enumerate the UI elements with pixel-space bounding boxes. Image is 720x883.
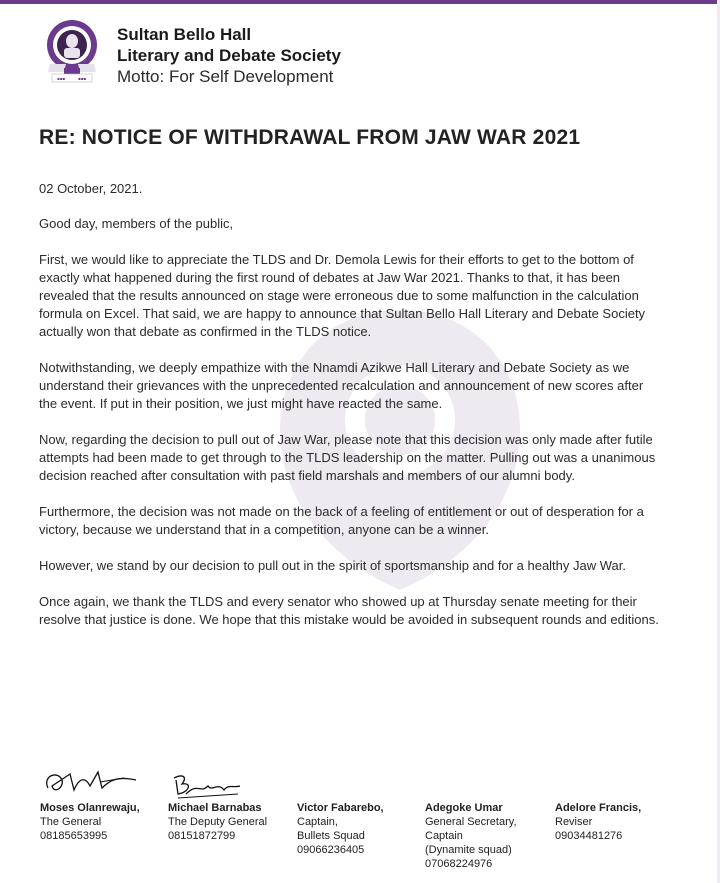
notice-date: 02 October, 2021.: [39, 181, 143, 196]
signatory-phone: 09066236405: [297, 844, 365, 856]
signatory-name: Moses Olanrewaju,: [40, 802, 140, 814]
notice-body: [39, 180, 664, 647]
signatory-1: [40, 801, 140, 843]
society-crest-icon: [40, 18, 104, 84]
organization-block: [117, 24, 341, 87]
svg-text:▪▪▪: ▪▪▪: [78, 76, 87, 81]
signatory-role: Captain,: [297, 816, 338, 828]
org-name-line1: Sultan Bello Hall: [117, 25, 252, 44]
paragraph-3: Now, regarding the decision to pull out of Jaw War, please note that this decision was only made after futile attempts had been made to get through to the TLDS leadership on the matter. Pulling out was a unanimous decision reached after consultation with past field marshals and members of our alumni body.: [39, 432, 656, 483]
signatory-4: [425, 801, 517, 871]
signatory-3: [297, 801, 384, 857]
signatory-squad: Bullets Squad: [297, 830, 365, 842]
paragraph-5: However, we stand by our decision to pull out in the spirit of sportsmanship and for a healthy Jaw War.: [39, 558, 626, 573]
signatory-role: General Secretary,: [425, 816, 517, 828]
svg-text:▪▪▪: ▪▪▪: [57, 76, 66, 81]
signatory-2: [168, 801, 267, 843]
notice-title: RE: NOTICE OF WITHDRAWAL FROM JAW WAR 2021: [39, 126, 581, 149]
signatory-phone: 07068224976: [425, 858, 493, 870]
signatory-name: Victor Fabarebo,: [297, 802, 384, 814]
signatory-squad: (Dynamite squad): [425, 844, 512, 856]
signature-moses: [40, 766, 140, 802]
signatory-role: The Deputy General: [168, 816, 268, 828]
signatory-role: The General: [40, 816, 102, 828]
signatory-role: Reviser: [555, 816, 593, 828]
paragraph-2: Notwithstanding, we deeply empathize with the Nnamdi Azikwe Hall Literary and Debate Society as we understand their grievances with the unprecedented recalculation and announcement of new scores after the event. If put in their position, we just might have reacted the same.: [39, 360, 644, 411]
paragraph-1: First, we would like to appreciate the TLDS and Dr. Demola Lewis for their efforts to get to the bottom of exactly what happened during the first round of debates at Jaw War 2021. Thanks to that, it has been revealed that the results announced on stage were erroneous due to some malfunction in the calculation formula on Excel. That said, we are happy to announce that Sultan Bello Hall Literary and Debate Society actually won that debate as confirmed in the TLDS notice.: [39, 252, 646, 339]
signatory-phone: 08151872799: [168, 830, 236, 842]
org-name-line2: Literary and Debate Society: [117, 46, 341, 65]
signatory-phone: 08185653995: [40, 830, 108, 842]
paragraph-4: Furthermore, the decision was not made on the back of a feeling of entitlement or out of desperation for a victory, because we understand that in a competition, anyone can be a winner.: [39, 504, 644, 537]
notice-greeting: Good day, members of the public,: [39, 216, 234, 231]
signatory-phone: 09034481276: [555, 830, 623, 842]
signatory-name: Adegoke Umar: [425, 802, 503, 814]
paragraph-6: Once again, we thank the TLDS and every senator who showed up at Thursday senate meeting for their resolve that justice is done. We hope that this mistake would be avoided in subsequent rounds and editions.: [39, 594, 659, 627]
signatory-role-2: Captain: [425, 830, 463, 842]
org-motto: Motto: For Self Development: [117, 67, 334, 86]
signatory-name: Adelore Francis,: [555, 802, 642, 814]
top-border: [0, 0, 720, 4]
signatory-5: [555, 801, 641, 843]
signatory-name: Michael Barnabas: [168, 802, 262, 814]
